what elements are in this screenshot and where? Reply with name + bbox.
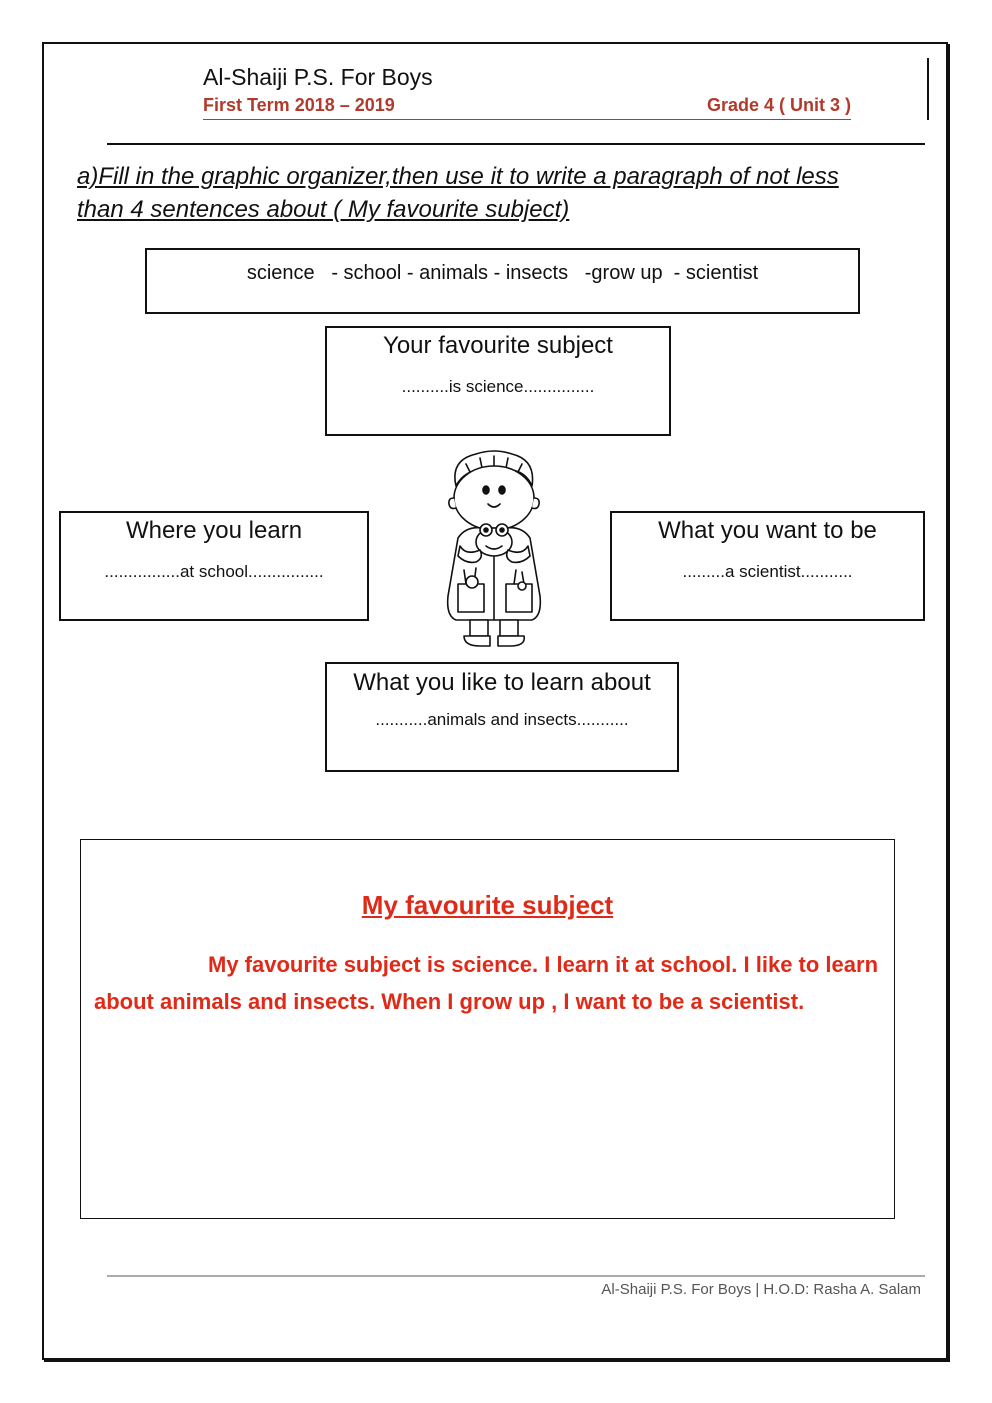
organizer-where-you-learn	[59, 511, 369, 621]
paragraph-text: My favourite subject is science. I learn it at school. I like to learn about animals and insects. When I grow up , I want to be a scientist.	[94, 952, 879, 1014]
organizer-heading: Where you learn	[125, 517, 303, 544]
organizer-what-you-like-to-learn	[325, 662, 679, 772]
scientist-kid-illustration	[436, 446, 552, 650]
grade-label: Grade 4 ( Unit 3 )	[706, 95, 851, 115]
organizer-answer: ..........is science...............	[401, 377, 595, 396]
organizer-heading: What you like to learn about	[353, 669, 651, 696]
paragraph-title: My favourite subject	[361, 890, 614, 920]
header-side-bar	[927, 58, 929, 120]
organizer-heading: Your favourite subject	[383, 332, 613, 359]
footer-text: Al-Shaiji P.S. For Boys | H.O.D: Rasha A. Salam	[601, 1281, 921, 1298]
organizer-what-you-want-to-be	[610, 511, 925, 621]
word-bank: science - school - animals - insects -grow up - scientist	[145, 248, 860, 314]
instruction-text: a)Fill in the graphic organizer,then use it to write a paragraph of not less than 4 sentences about ( My favourite subject)	[77, 163, 839, 223]
school-name: Al-Shaiji P.S. For Boys	[203, 64, 433, 90]
paragraph-box	[80, 839, 895, 1219]
organizer-heading: What you want to be	[658, 517, 877, 544]
term-line	[203, 95, 851, 120]
organizer-answer: .........a scientist...........	[682, 562, 853, 581]
organizer-answer: ................at school................	[104, 562, 324, 581]
organizer-answer: ...........animals and insects...........	[375, 710, 629, 729]
header-rule	[107, 143, 925, 145]
term-label: First Term 2018 – 2019	[203, 95, 395, 115]
footer-rule	[107, 1275, 925, 1277]
organizer-favourite-subject	[325, 326, 671, 436]
